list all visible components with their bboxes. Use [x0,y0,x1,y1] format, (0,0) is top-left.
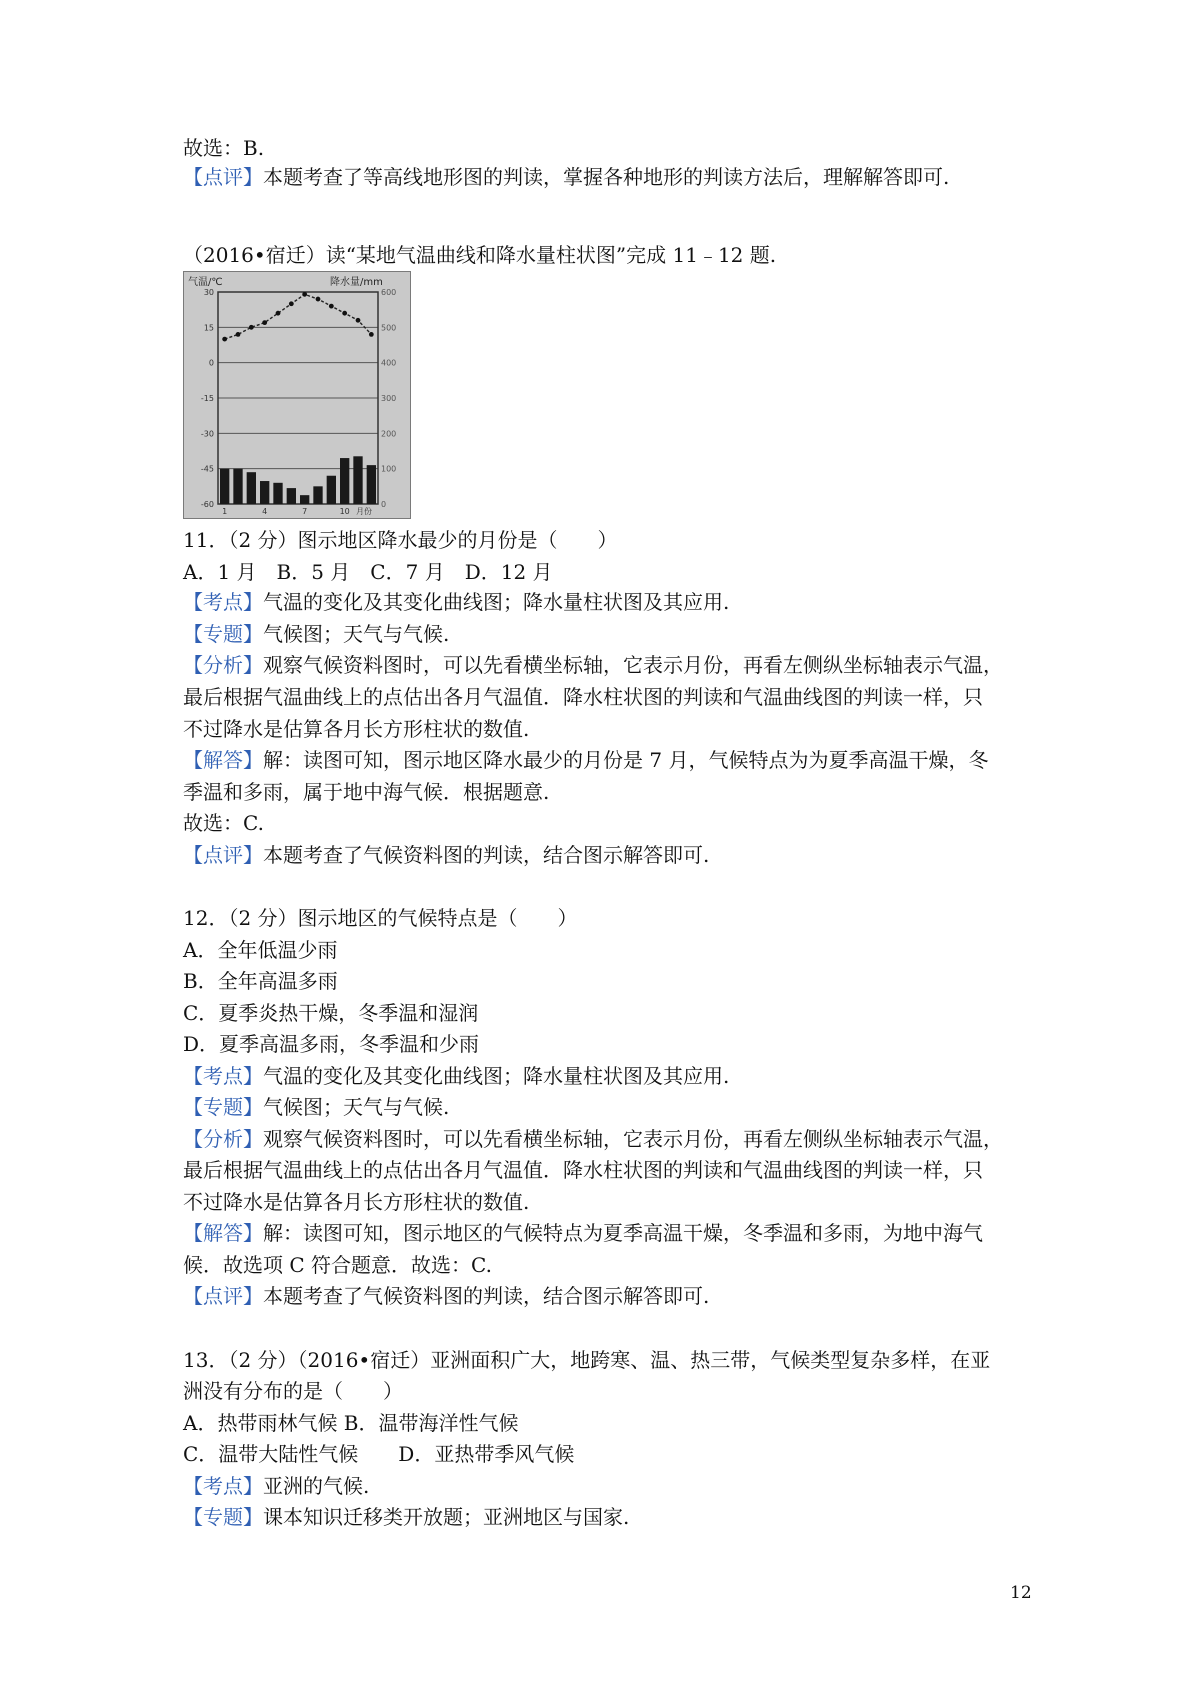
section-tag: 【分析】 [183,653,263,677]
line-text: C．夏季炎热干燥，冬季温和湿润 [183,1001,479,1025]
climate-chart [183,271,411,519]
text-line [183,1252,1033,1278]
precip-tick-label: 500 [381,323,397,333]
line-text: 气候图；天气与气候. [263,1095,450,1119]
line-text: B．全年高温多雨 [183,969,338,993]
line-text: 课本知识迁移类开放题；亚洲地区与国家. [263,1505,630,1529]
precip-bar [220,469,229,504]
temp-tick-label: -45 [200,464,214,474]
line-text: 季温和多雨，属于地中海气候．根据题意. [183,780,550,804]
line-text: 气候图；天气与气候. [263,622,450,646]
line-text: A．1 月 B．5 月 C．7 月 D．12 月 [183,560,553,584]
line-text: 最后根据气温曲线上的点估出各月气温值．降水柱状图的判读和气温曲线图的判读一样，只 [183,1158,983,1182]
text-line [183,1441,1033,1467]
precip-bar [340,458,349,504]
precip-tick-label: 300 [381,394,397,403]
text-line [183,135,1033,161]
text-line [183,968,1033,994]
precip-bar [247,472,256,504]
month-tick-label: 1 [222,507,228,516]
section-tag: 【点评】 [183,1284,263,1308]
precip-bar [260,481,269,504]
line-text: 11．（2 分）图示地区降水最少的月份是（ ） [183,528,618,552]
page-number: 12 [1010,1583,1032,1603]
section-tag: 【点评】 [183,843,263,867]
line-text: 气温的变化及其变化曲线图；降水量柱状图及其应用. [263,1064,730,1088]
precip-tick-label: 100 [381,464,397,474]
precip-bar [273,483,282,504]
text-line [183,652,1033,678]
temperature-point [329,304,334,309]
section-tag: 【分析】 [183,1127,263,1151]
temp-axis-label: 气温/℃ [188,277,223,288]
text-line [183,1347,1033,1373]
x-unit-label: 月份 [356,507,372,516]
section-tag: 【考点】 [183,1064,263,1088]
text-line [183,684,1033,710]
temperature-point [262,320,267,325]
line-text: 不过降水是估算各月长方形柱状的数值. [183,717,530,741]
text-line [183,1220,1033,1246]
text-line [183,937,1033,963]
temperature-point [276,311,281,316]
section-tag: 【专题】 [183,622,263,646]
text-line [183,747,1033,773]
text-line [183,842,1033,868]
precip-bar [353,456,362,504]
line-text: 本题考查了等高线地形图的判读，掌握各种地形的判读方法后，理解解答即可. [263,165,950,189]
text-line [183,1157,1033,1183]
precip-tick-label: 400 [381,358,397,368]
precip-tick-label: 600 [381,288,397,297]
text-line [183,905,1033,931]
text-line [183,527,1033,553]
temperature-point [342,311,347,316]
section-tag: 【解答】 [183,1221,263,1245]
text-line [183,1063,1033,1089]
line-text: 不过降水是估算各月长方形柱状的数值. [183,1190,530,1214]
line-text: 故选：B. [183,136,265,160]
text-line [183,779,1033,805]
temperature-point [249,325,254,330]
text-line [183,559,1033,585]
text-line [183,1473,1033,1499]
line-text: 观察气候资料图时，可以先看横坐标轴，它表示月份，再看左侧纵坐标轴表示气温， [263,1127,1003,1151]
section-tag: 【考点】 [183,1474,263,1498]
text-line [183,1504,1033,1530]
line-text: 解：读图可知，图示地区降水最少的月份是 7 月，气候特点为为夏季高温干燥，冬 [263,748,989,772]
line-text: C．温带大陆性气候 D．亚热带季风气候 [183,1442,575,1466]
temperature-point [356,318,361,323]
line-text: 亚洲的气候. [263,1474,370,1498]
text-line [183,810,1033,836]
line-text: 洲没有分布的是（ ） [183,1379,403,1403]
line-text: 气温的变化及其变化曲线图；降水量柱状图及其应用. [263,590,730,614]
line-text: 12．（2 分）图示地区的气候特点是（ ） [183,906,578,930]
temperature-point [236,332,241,337]
temperature-point [302,292,307,297]
line-text: 候．故选项 C 符合题意．故选：C. [183,1253,492,1277]
line-text: 最后根据气温曲线上的点估出各月气温值．降水柱状图的判读和气温曲线图的判读一样，只 [183,685,983,709]
line-text: D．夏季高温多雨，冬季温和少雨 [183,1032,480,1056]
precip-bar [287,488,296,504]
precip-bar [313,486,322,504]
text-line [183,1410,1033,1436]
line-text: 解：读图可知，图示地区的气候特点为夏季高温干燥，冬季温和多雨，为地中海气 [263,1221,983,1245]
temp-tick-label: -15 [200,394,214,403]
line-text: A．热带雨林气候 B．温带海洋性气候 [183,1411,519,1435]
text-line [183,1378,1033,1404]
precip-bar [233,469,242,504]
temperature-point [289,301,294,306]
precip-bar [367,465,376,504]
text-line [183,1094,1033,1120]
line-text: A．全年低温少雨 [183,938,338,962]
temp-tick-label: -60 [200,500,214,509]
line-text: 观察气候资料图时，可以先看横坐标轴，它表示月份，再看左侧纵坐标轴表示气温， [263,653,1003,677]
precip-tick-label: 200 [381,429,397,439]
section-tag: 【解答】 [183,748,263,772]
text-line [183,1189,1033,1215]
line-text: 本题考查了气候资料图的判读，结合图示解答即可. [263,843,710,867]
section-tag: 【专题】 [183,1505,263,1529]
month-tick-label: 4 [262,507,268,516]
month-tick-label: 10 [339,507,350,516]
section-tag: 【点评】 [183,165,263,189]
section-tag: 【专题】 [183,1095,263,1119]
temperature-point [316,297,321,302]
line-text: 本题考查了气候资料图的判读，结合图示解答即可. [263,1284,710,1308]
month-tick-label: 7 [302,507,308,516]
line-text: （2016•宿迁）读“某地气温曲线和降水量柱状图”完成 11﹣12 题. [183,243,777,267]
text-line [183,1283,1033,1309]
text-line [183,242,1033,268]
precip-axis-label: 降水量/mm [330,277,383,288]
temp-tick-label: 30 [203,288,214,297]
text-line [183,589,1033,615]
text-line [183,1000,1033,1026]
climate-chart-svg [184,272,410,518]
temp-tick-label: -30 [200,429,214,439]
text-line [183,1126,1033,1152]
line-text: 13．（2 分）（2016•宿迁）亚洲面积广大，地跨寒、温、热三带，气候类型复杂多样，在亚 [183,1348,991,1372]
precip-tick-label: 0 [381,500,387,509]
temp-tick-label: 0 [208,358,214,368]
precip-bar [300,495,309,504]
temperature-line [225,294,372,339]
text-line [183,716,1033,742]
line-text: 故选：C. [183,811,264,835]
precip-bar [327,476,336,504]
temperature-point [222,337,227,342]
section-tag: 【考点】 [183,590,263,614]
text-line [183,1031,1033,1057]
temp-tick-label: 15 [203,323,214,333]
text-line [183,164,1033,190]
temperature-point [369,332,374,337]
text-line [183,621,1033,647]
